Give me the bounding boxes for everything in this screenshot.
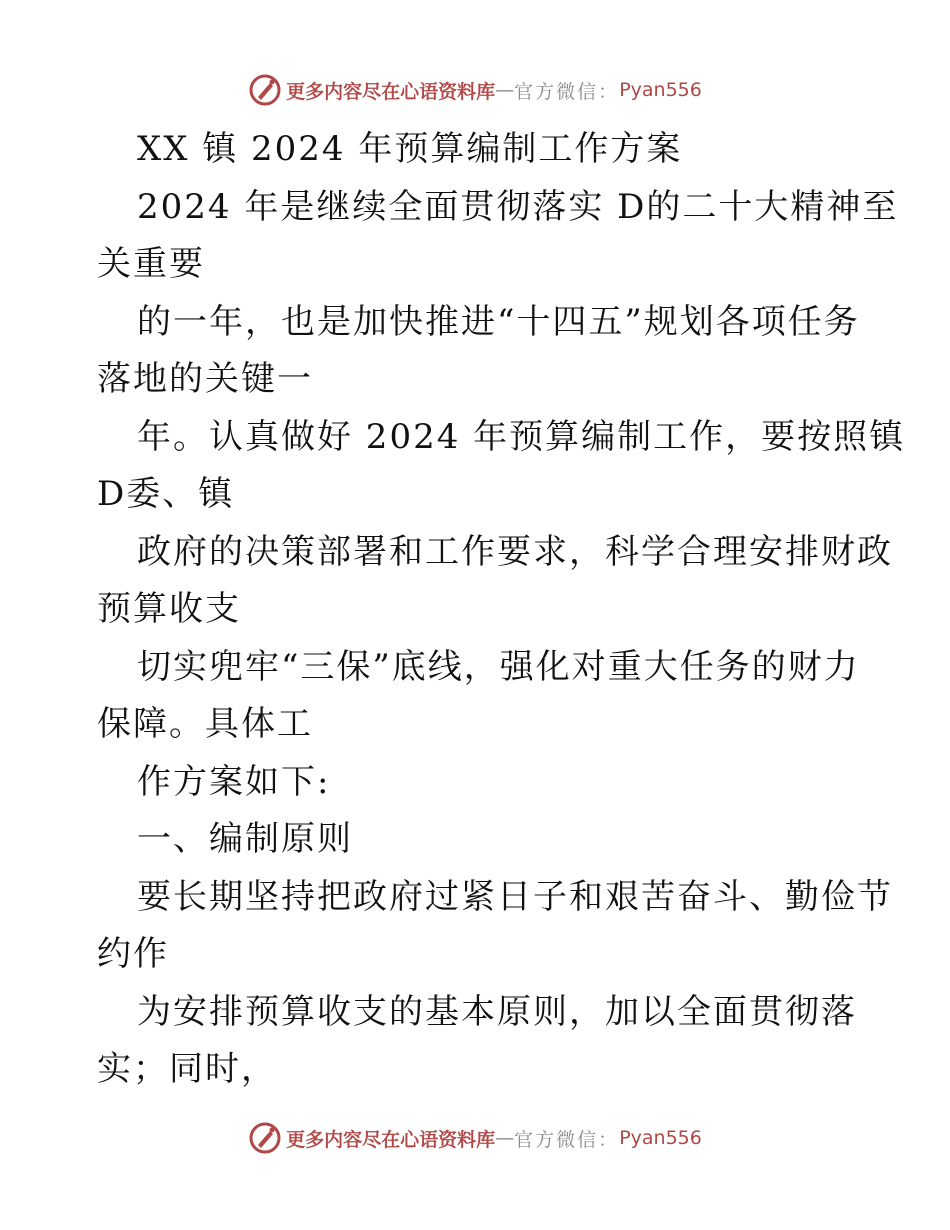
text-line: 约作 <box>97 934 169 974</box>
wechat-label: 官方微信： <box>514 1128 620 1151</box>
promo-text: 更多内容尽在心语资料库 <box>286 1128 496 1151</box>
text-line: 落地的关键一 <box>97 359 313 399</box>
document-title: XX 镇 2024 年预算编制工作方案 <box>137 129 683 169</box>
text-line: 关重要 <box>97 244 205 284</box>
text-line: 实；同时， <box>97 1049 277 1089</box>
text-line: 2024 年是继续全面贯彻落实 D的二十大精神至 <box>137 187 899 227</box>
text-line: 预算收支 <box>97 589 241 629</box>
text-line: 作方案如下: <box>137 762 331 802</box>
text-line: 的一年，也是加快推进“十四五”规划各项任务 <box>137 302 860 342</box>
header-watermark-banner <box>0 70 950 110</box>
footer-watermark-banner <box>0 1118 950 1158</box>
pen-logo-icon <box>248 73 282 107</box>
wechat-handle: Pyan556 <box>619 79 702 101</box>
wechat-label: 官方微信： <box>514 80 620 103</box>
promo-text: 更多内容尽在心语资料库 <box>286 80 496 103</box>
text-line: 政府的决策部署和工作要求，科学合理安排财政 <box>137 532 893 572</box>
text-line: 要长期坚持把政府过紧日子和艰苦奋斗、勤俭节 <box>137 877 893 917</box>
banner-dash: — <box>495 1127 515 1149</box>
banner-dash: — <box>495 79 515 101</box>
text-line: D委、镇 <box>97 474 235 514</box>
text-line: 切实兜牢“三保”底线，强化对重大任务的财力 <box>137 647 860 687</box>
pen-logo-icon <box>248 1121 282 1155</box>
section-heading: 一、编制原则 <box>137 819 353 859</box>
text-line: 为安排预算收支的基本原则，加以全面贯彻落 <box>137 992 857 1032</box>
text-line: 年。认真做好 2024 年预算编制工作，要按照镇 <box>137 417 906 457</box>
wechat-handle: Pyan556 <box>619 1127 702 1149</box>
text-line: 保障。具体工 <box>97 704 313 744</box>
